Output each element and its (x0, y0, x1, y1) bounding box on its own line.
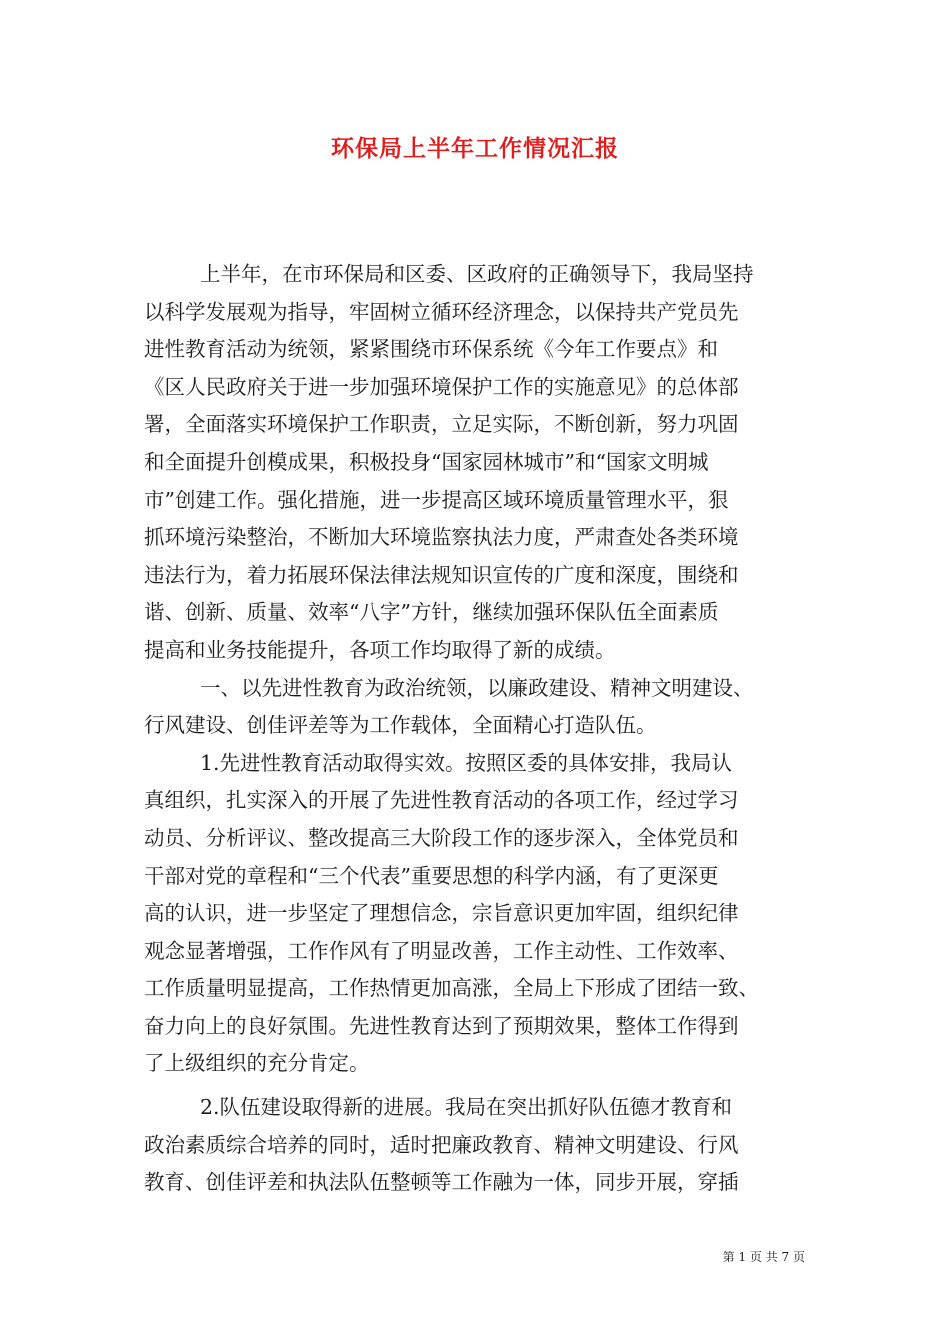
page-number: 第 1 页 共 7 页 (722, 1250, 805, 1264)
text-line: 工作质量明显提高，工作热情更加高涨，全局上下形成了团结一致、 (144, 976, 759, 1001)
text-line: 动员、分析评议、整改提高三大阶段工作的逐步深入，全体党员和 (144, 825, 739, 850)
text-line: 谐、创新、质量、效率“八字”方针，继续加强环保队伍全面素质 (144, 600, 719, 625)
text-line: 违法行为，着力拓展环保法律法规知识宣传的广度和深度，围绕和 (144, 562, 739, 587)
text-line: 政治素质综合培养的同时，适时把廉政教育、精神文明建设、行风 (144, 1132, 739, 1157)
text-line: 观念显著增强，工作作风有了明显改善，工作主动性、工作效率、 (144, 938, 739, 963)
text-line: 真组织，扎实深入的开展了先进性教育活动的各项工作，经过学习 (144, 788, 739, 813)
text-line: 2.队伍建设取得新的进展。我局在突出抓好队伍德才教育和 (200, 1095, 733, 1120)
text-line: 进性教育活动为统领，紧紧围绕市环保系统《今年工作要点》和 (144, 337, 718, 362)
document-body (144, 256, 806, 1202)
text-line: 高的认识，进一步坚定了理想信念，宗旨意识更加牢固，组织纪律 (144, 901, 739, 926)
text-line: 以科学发展观为指导，牢固树立循环经济理念，以保持共产党员先 (144, 299, 739, 324)
text-line: 行风建设、创佳评差等为工作载体，全面精心打造队伍。 (144, 713, 657, 738)
text-line: 一、以先进性教育为政治统领，以廉政建设、精神文明建设、 (200, 675, 754, 700)
text-line: 上半年，在市环保局和区委、区政府的正确领导下，我局坚持 (200, 262, 754, 286)
text-line: 教育、创佳评差和执法队伍整顿等工作融为一体，同步开展，穿插 (144, 1170, 739, 1195)
text-line: 署，全面落实环境保护工作职责，立足实际，不断创新，努力巩固 (144, 412, 739, 437)
text-line: 提高和业务技能提升，各项工作均取得了新的成绩。 (144, 637, 616, 662)
text-line: 了上级组织的充分肯定。 (144, 1051, 370, 1076)
text-line: 和全面提升创模成果，积极投身“国家园林城市”和“国家文明城 (144, 449, 709, 474)
text-line: 抓环境污染整治，不断加大环境监察执法力度，严肃查处各类环境 (144, 525, 739, 550)
text-line: 市”创建工作。强化措施，进一步提高区域环境质量管理水平，狠 (144, 487, 729, 512)
text-line: 《区人民政府关于进一步加强环境保护工作的实施意见》的总体部 (144, 374, 739, 399)
text-line: 奋力向上的良好氛围。先进性教育达到了预期效果，整体工作得到 (144, 1013, 739, 1038)
document-title: 环保局上半年工作情况汇报 (331, 135, 619, 162)
text-line: 1.先进性教育活动取得实效。按照区委的具体安排，我局认 (200, 750, 733, 775)
text-line: 干部对党的章程和“三个代表”重要思想的科学内涵，有了更深更 (144, 863, 719, 888)
